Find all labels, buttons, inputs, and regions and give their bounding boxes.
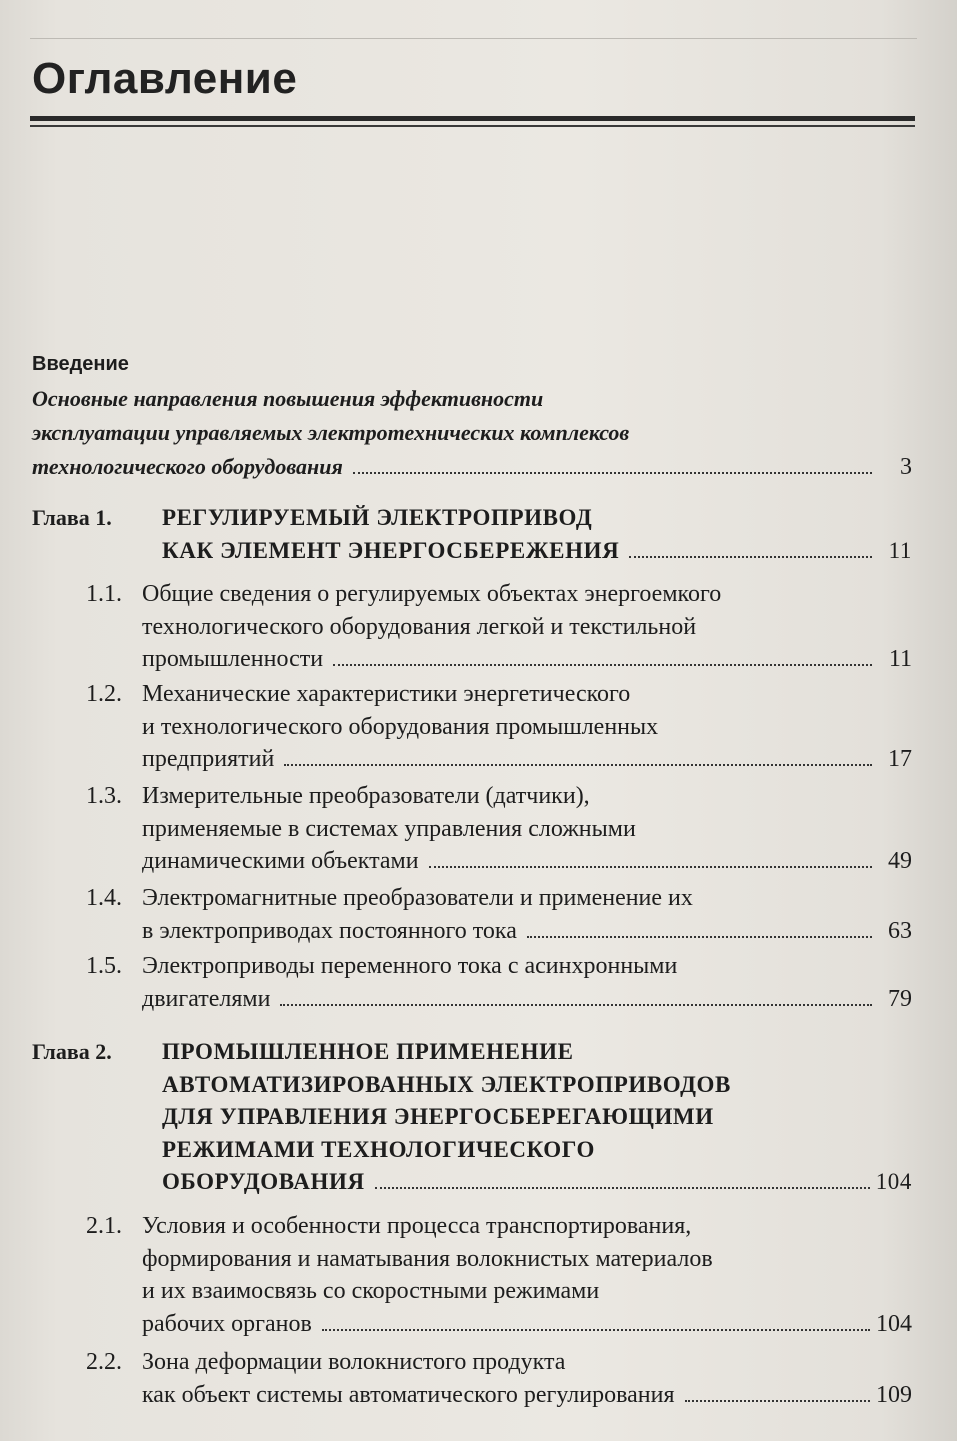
entry-line: эксплуатации управляемых электротехнических комплексов [32, 420, 630, 445]
section-title: Электроприводы переменного тока с асинхронными двигателями 79 [142, 950, 912, 1015]
chapter-label: Глава 1. [32, 505, 112, 530]
page-number: 79 [888, 985, 912, 1012]
page-number: 63 [888, 917, 912, 944]
chapter-label: Глава 2. [32, 1039, 112, 1064]
toc-entry-intro[interactable] [32, 382, 912, 484]
page-number: 109 [876, 1381, 912, 1408]
section-number: 2.1. [86, 1213, 122, 1239]
page-number: 11 [888, 646, 912, 672]
page-title: Оглавление [32, 54, 298, 103]
dot-leader [333, 664, 872, 666]
dot-leader [375, 1187, 870, 1189]
section-number: 1.2. [86, 681, 122, 707]
page-number: 49 [888, 848, 912, 874]
chapter-title: РЕГУЛИРУЕМЫЙ ЭЛЕКТРОПРИВОД КАК ЭЛЕМЕНТ ЭНЕРГОСБЕРЕЖЕНИЯ 11 [162, 502, 912, 567]
page-number: 104 [875, 1169, 912, 1194]
dot-leader [284, 764, 872, 766]
dot-leader [527, 936, 872, 938]
section-title: Электромагнитные преобразователи и применение их в электроприводах постоянного тока 63 [142, 882, 912, 947]
dot-leader [429, 866, 872, 868]
entry-line: Основные направления повышения эффективности [32, 386, 544, 411]
section-title: Измерительные преобразователи (датчики), применяемые в системах управления сложными динамическими объектами 49 [142, 780, 912, 878]
section-title: Общие сведения о регулируемых объектах энергоемкого технологического оборудования легкой и текстильной промышленности 11 [142, 578, 912, 676]
chapter-title: ПРОМЫШЛЕННОЕ ПРИМЕНЕНИЕ АВТОМАТИЗИРОВАННЫХ ЭЛЕКТРОПРИВОДОВ ДЛЯ УПРАВЛЕНИЯ ЭНЕРГОСБЕРЕГАЮЩИМИ РЕЖИМАМИ ТЕХНОЛОГИЧЕСКОГО ОБОРУДОВАНИЯ 104 [162, 1036, 912, 1199]
page-number: 11 [888, 537, 912, 563]
dot-leader [280, 1004, 872, 1006]
section-title: Механические характеристики энергетического и технологического оборудования промышленных предприятий 17 [142, 678, 912, 776]
dot-leader [322, 1329, 870, 1331]
page-number: 3 [900, 454, 912, 480]
section-number: 1.5. [86, 953, 122, 979]
dot-leader [629, 556, 872, 558]
page-number: 17 [888, 746, 912, 772]
toc-entry-chapter-2[interactable] [32, 1036, 912, 1201]
intro-label: Введение [32, 353, 129, 375]
dot-leader [685, 1400, 870, 1402]
page-number: 104 [876, 1310, 912, 1337]
section-number: 1.1. [86, 581, 122, 607]
entry-line: технологического оборудования 3 [32, 450, 912, 484]
section-number: 1.4. [86, 885, 122, 911]
section-number: 1.3. [86, 783, 122, 809]
section-title: Зона деформации волокнистого продукта как объект системы автоматического регулирования 109 [142, 1346, 912, 1411]
section-number: 2.2. [86, 1349, 122, 1375]
section-title: Условия и особенности процесса транспортирования, формирования и наматывания волокнистых материалов и их взаимосвязь со скоростными режимами рабочих органов 104 [142, 1210, 912, 1340]
toc-entry-chapter-1[interactable] [32, 502, 912, 572]
dot-leader [353, 472, 872, 474]
